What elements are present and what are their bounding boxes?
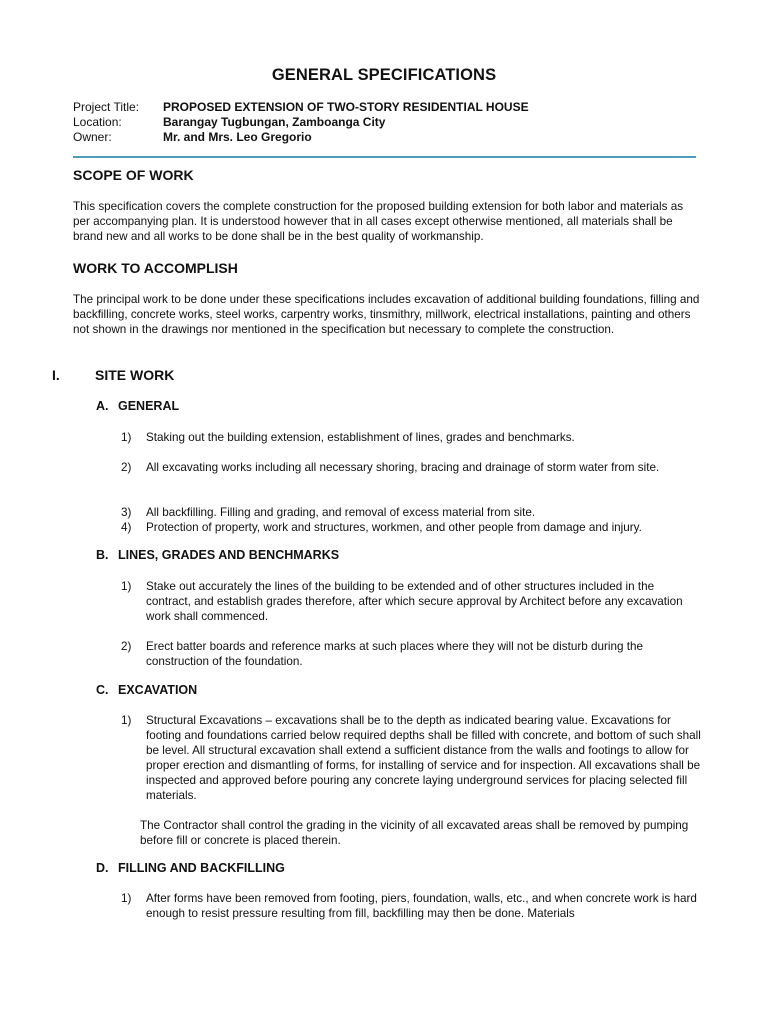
list-item-number: 4) — [121, 521, 132, 534]
header-divider — [73, 156, 696, 158]
project-title-value: PROPOSED EXTENSION OF TWO-STORY RESIDENTIAL HOUSE — [163, 100, 529, 114]
list-item — [121, 891, 701, 921]
list-item — [121, 505, 701, 520]
list-item-text: After forms have been removed from footing, piers, foundation, walls, etc., and when concrete work is hard enough to resist pressure resulting from fill, backfilling may then be done. Materials — [146, 892, 697, 920]
list-item-number: 1) — [121, 714, 132, 727]
location-label: Location: — [73, 115, 122, 129]
list-item-number: 1) — [121, 431, 132, 444]
owner-row — [73, 130, 529, 145]
owner-label: Owner: — [73, 130, 112, 144]
list-item — [121, 639, 701, 669]
subsection-d-letter: D. — [96, 861, 109, 875]
project-title-row — [73, 100, 529, 115]
section-1-number: I. — [52, 367, 60, 383]
list-item-number: 2) — [121, 640, 132, 653]
list-item-text: All backfilling. Filling and grading, and removal of excess material from site. — [146, 506, 536, 519]
subsection-c-heading — [96, 683, 197, 697]
scope-heading: SCOPE OF WORK — [73, 167, 194, 183]
subsection-d-heading — [96, 861, 285, 875]
list-item — [121, 520, 701, 535]
subsection-a-heading — [96, 399, 179, 413]
subsection-a-letter: A. — [96, 399, 109, 413]
list-item — [121, 430, 701, 445]
document-title: GENERAL SPECIFICATIONS — [271, 66, 497, 84]
list-item-text: All excavating works including all necessary shoring, bracing and drainage of storm water from site. — [146, 461, 660, 474]
project-info — [73, 100, 529, 145]
subsection-b-letter: B. — [96, 548, 109, 562]
location-value: Barangay Tugbungan, Zamboanga City — [163, 115, 386, 129]
section-1-heading — [52, 367, 174, 383]
work-heading: WORK TO ACCOMPLISH — [73, 260, 238, 276]
list-item-text: Stake out accurately the lines of the building to be extended and of other structures included in the contract, and establish grades therefore, after which secure approval by Architect before any excavation work shall commenced. — [146, 580, 683, 623]
owner-value: Mr. and Mrs. Leo Gregorio — [163, 130, 312, 144]
scope-paragraph: This specification covers the complete construction for the proposed building extension for both labor and materials as per accompanying plan. It is understood however that in all cases except otherwise mentioned, all materials shall be brand new and all works to be done shall be in the best quality of workmanship. — [73, 200, 684, 243]
work-paragraph: The principal work to be done under these specifications includes excavation of additional building foundations, filling and backfilling, concrete works, steel works, carpentry works, tinsmithry, millwork, electrical installations, painting and others not shown in the drawings nor mentioned in the specification but necessary to complete the construction. — [73, 293, 700, 336]
continuation-paragraph: The Contractor shall control the grading in the vicinity of all excavated areas shall be removed by pumping before fill or concrete is placed therein. — [140, 819, 689, 847]
list-item-text: Structural Excavations – excavations shall be to the depth as indicated bearing value. Excavations for footing and foundations carried below required depths shall be filled with concrete, and bottom of such shall be level. All structural excavation shall extend a sufficient distance from the walls and footings to allow for proper erection and dismantling of forms, for installing of service and for inspection. All excavations shall be inspected and approved before pouring any concrete laying underground services for placing selected fill materials. — [146, 714, 701, 802]
subsection-c-letter: C. — [96, 683, 109, 697]
subsection-a-title: GENERAL — [118, 399, 180, 413]
subsection-d-title: FILLING AND BACKFILLING — [118, 861, 285, 875]
location-row — [73, 115, 529, 130]
list-item — [121, 713, 701, 803]
subsection-b-heading — [96, 548, 339, 562]
project-title-label: Project Title: — [73, 100, 140, 114]
list-item — [121, 579, 701, 624]
list-item-number: 1) — [121, 892, 132, 905]
list-item-text: Protection of property, work and structures, workmen, and other people from damage and injury. — [146, 521, 642, 534]
list-item-text: Staking out the building extension, establishment of lines, grades and benchmarks. — [146, 431, 575, 444]
section-1-title: SITE WORK — [95, 367, 175, 383]
list-item — [121, 460, 701, 475]
subsection-b-title: LINES, GRADES AND BENCHMARKS — [118, 548, 340, 562]
subsection-c-title: EXCAVATION — [118, 683, 198, 697]
list-item-text: Erect batter boards and reference marks at such places where they will not be disturb during the construction of the foundation. — [146, 640, 643, 668]
list-item-number: 3) — [121, 506, 132, 519]
list-item-number: 1) — [121, 580, 132, 593]
list-item-number: 2) — [121, 461, 132, 474]
